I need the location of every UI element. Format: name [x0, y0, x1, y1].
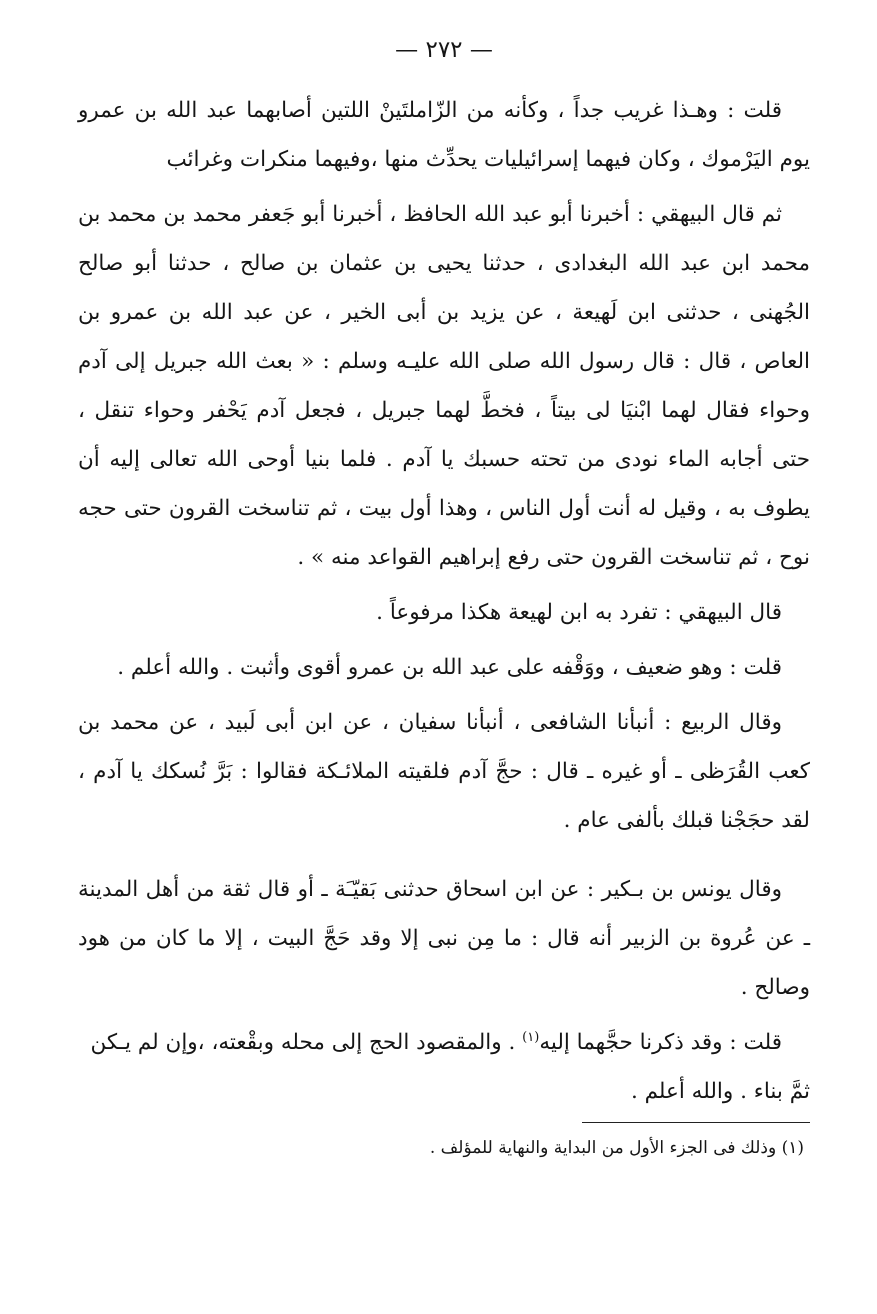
- body-text: [78, 86, 810, 1116]
- footnote-text: (١) وذلك فى الجزء الأول من البداية والنهاية للمؤلف .: [429, 1138, 804, 1158]
- footnote-reference[interactable]: (١): [522, 1029, 540, 1045]
- paragraph-3: قال البيهقي : تفرد به ابن لهيعة هكذا مرفوعاً .: [376, 600, 782, 625]
- paragraph-7-rest: . والمقصود الحج إلى محله وبقْعته، ،وإن لم يـكن: [90, 1030, 523, 1055]
- paragraph-4: قلت : وهو ضعيف ، ووَقْفه على عبد الله بن عمرو أقوى وأثبت . والله أعلم .: [117, 655, 782, 680]
- footnote-divider: [582, 1122, 810, 1123]
- paragraph-1: قلت : وهـذا غريب جداً ، وكأنه من الزّاملتَينْ اللتين أصابهما عبد الله بن عمرو يوم اليَرْموك ، وكان فيهما إسرائيليات يحدِّث منها ،وفيهما منكرات وغرائب: [78, 98, 810, 172]
- paragraph-2: ثم قال البيهقي : أخبرنا أبو عبد الله الحافظ ، أخبرنا أبو جَعفر محمد بن محمد بن محمد ابن عبد الله البغدادى ، حدثنا يحيى بن عثمان بن صالح ، حدثنا أبو صالح الجُهنى ، حدثنى ابن لَهيعة ، عن يزيد بن أبى الخير ، عن عبد الله بن عمرو بن العاص ، قال : قال رسول الله صلى الله عليـه وسلم : « بعث الله جبريل إلى آدم وحواء فقال لهما ابْنيَا لى بيتاً ، فخطَّ لهما جبريل ، فجعل آدم يَحْفر وحواء تنقل ، حتى أجابه الماء نودى من تحته حسبك يا آدم . فلما بنيا أوحى الله تعالى إليه أن يطوف به ، وقيل له أنت أول الناس ، وهذا أول بيت ، ثم تناسخت القرون حتى حجه نوح ، ثم تناسخت القرون حتى رفع إبراهيم القواعد منه » .: [78, 202, 810, 570]
- paragraph-7-start: قلت : وقد ذكرنا حجَّهما إليه: [539, 1030, 782, 1055]
- document-page: [78, 30, 810, 1163]
- paragraph-5: وقال الربيع : أنبأنا الشافعى ، أنبأنا سفيان ، عن ابن أبى لَبيد ، عن محمد بن كعب القُرَظى ـ أو غيره ـ قال : حجَّ آدم فلقيته الملائـكة فقالوا : بَرَّ نُسكك يا آدم ، لقد حجَجْنا قبلك بألفى عام .: [78, 710, 810, 833]
- paragraph-6: وقال يونس بن بـكير : عن ابن اسحاق حدثنى بَقيّـَة ـ أو قال ثقة من أهل المدينة ـ عن عُروة بن الزبير أنه قال : ما مِن نبى إلا وقد حَجَّ البيت ، إلا ما كان من هود وصالح .: [78, 877, 810, 1000]
- page-number: — ٢٧٢ —: [395, 37, 493, 63]
- paragraph-7-end: ثمَّ بناء . والله أعلم .: [630, 1079, 810, 1104]
- paragraph-7: [78, 1018, 810, 1067]
